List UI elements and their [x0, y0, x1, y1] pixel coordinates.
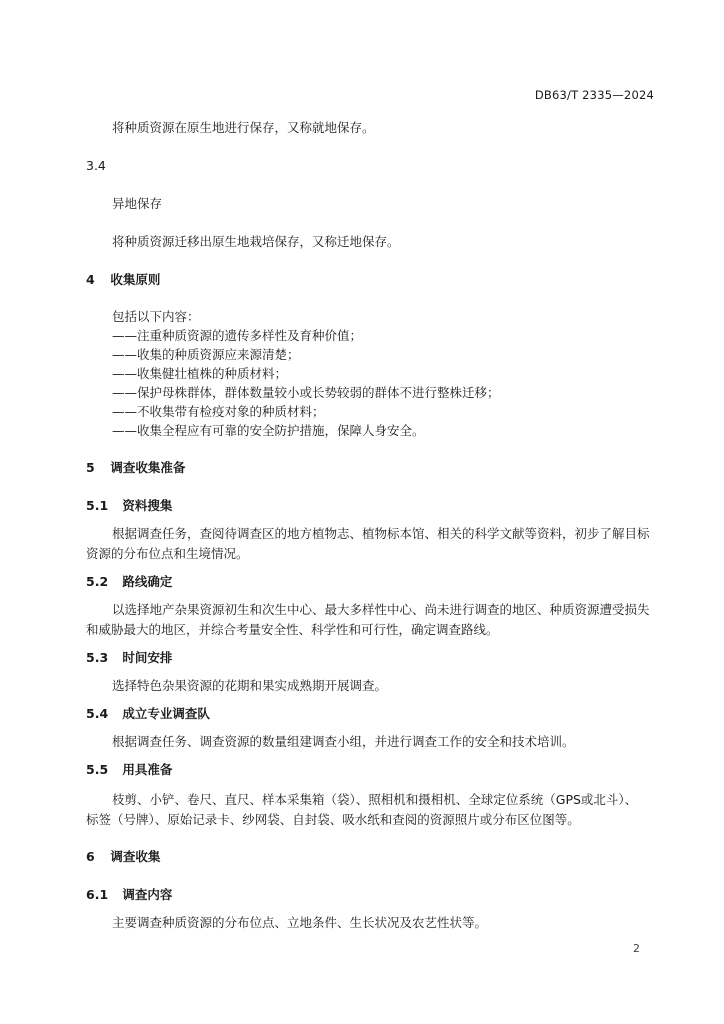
section-3-4-definition: 将种质资源迁移出原生地栽培保存，又称迁地保存。 — [112, 234, 400, 249]
section-3-4-term: 异地保存 — [112, 196, 163, 211]
section-6-title: 调查收集 — [110, 849, 161, 864]
section-6-heading — [86, 847, 160, 867]
list-item: ——收集健壮植株的种质材料； — [112, 366, 288, 381]
section-6-1-title: 调查内容 — [122, 887, 173, 902]
list-item: ——收集的种质资源应来源清楚； — [112, 347, 300, 362]
section-5-title: 调查收集准备 — [110, 460, 186, 475]
section-4-number: 4 — [86, 272, 95, 287]
list-item: ——不收集带有检疫对象的种质材料； — [112, 404, 325, 419]
section-5-4-line-1: 根据调查任务、调查资源的数量组建调查小组，并进行调查工作的安全和技术培训。 — [112, 734, 575, 749]
section-5-5-line-2: 标签（号牌）、原始记录卡、纱网袋、自封袋、吸水纸和查阅的资源照片或分布区位图等。 — [86, 812, 580, 827]
section-5-3-title: 时间安排 — [122, 650, 173, 665]
section-4-intro: 包括以下内容： — [112, 309, 200, 324]
section-5-1-number: 5.1 — [86, 498, 109, 513]
section-5-2-line-2: 和威胁最大的地区，并综合考量安全性、科学性和可行性，确定调查路线。 — [86, 622, 499, 637]
section-5-5-number: 5.5 — [86, 762, 109, 777]
section-6-1-number: 6.1 — [86, 887, 109, 902]
section-4-heading — [86, 270, 160, 290]
section-5-5-heading — [86, 760, 172, 780]
section-5-2-number: 5.2 — [86, 574, 109, 589]
section-5-4-title: 成立专业调查队 — [122, 706, 210, 721]
section-3-4-number: 3.4 — [86, 158, 106, 173]
section-5-2-title: 路线确定 — [122, 574, 173, 589]
section-4-dash-list — [112, 326, 500, 440]
section-6-1-heading — [86, 885, 172, 905]
section-5-1-line-2: 资源的分布位点和生境情况。 — [86, 546, 249, 561]
section-5-4-number: 5.4 — [86, 706, 109, 721]
section-5-1-title: 资料搜集 — [122, 498, 173, 513]
section-6-number: 6 — [86, 849, 95, 864]
list-item: ——注重种质资源的遗传多样性及育种价值； — [112, 328, 363, 343]
section-6-1-line-1: 主要调查种质资源的分布位点、立地条件、生长状况及农艺性状等。 — [112, 915, 488, 930]
list-item: ——保护母株群体，群体数量较小或长势较弱的群体不进行整株迁移； — [112, 385, 500, 400]
section-5-1-heading — [86, 496, 172, 516]
section-5-3-heading — [86, 648, 172, 668]
section-5-1-line-1: 根据调查任务，查阅待调查区的地方植物志、植物标本馆、相关的科学文献等资料，初步了解目标 — [112, 526, 650, 541]
section-5-5-title: 用具准备 — [122, 762, 173, 777]
section-5-heading — [86, 458, 185, 478]
section-5-3-line-1: 选择特色杂果资源的花期和果实成熟期开展调查。 — [112, 678, 388, 693]
section-4-title: 收集原则 — [110, 272, 161, 287]
section-5-5-line-1: 枝剪、小铲、卷尺、直尺、样本采集箱（袋）、照相机和摄相机、全球定位系统（GPS或北斗）、 — [112, 792, 638, 807]
section-5-2-line-1: 以选择地产杂果资源初生和次生中心、最大多样性中心、尚未进行调查的地区、种质资源遭受损失 — [112, 602, 650, 617]
document-code-header: DB63/T 2335—2024 — [534, 88, 654, 102]
list-item: ——收集全程应有可靠的安全防护措施，保障人身安全。 — [112, 423, 425, 438]
section-5-3-number: 5.3 — [86, 650, 109, 665]
page-number: 2 — [633, 942, 640, 955]
paragraph-in-situ-definition: 将种质资源在原生地进行保存，又称就地保存。 — [112, 120, 375, 135]
section-5-number: 5 — [86, 460, 95, 475]
section-5-2-heading — [86, 572, 172, 592]
section-5-4-heading — [86, 704, 210, 724]
